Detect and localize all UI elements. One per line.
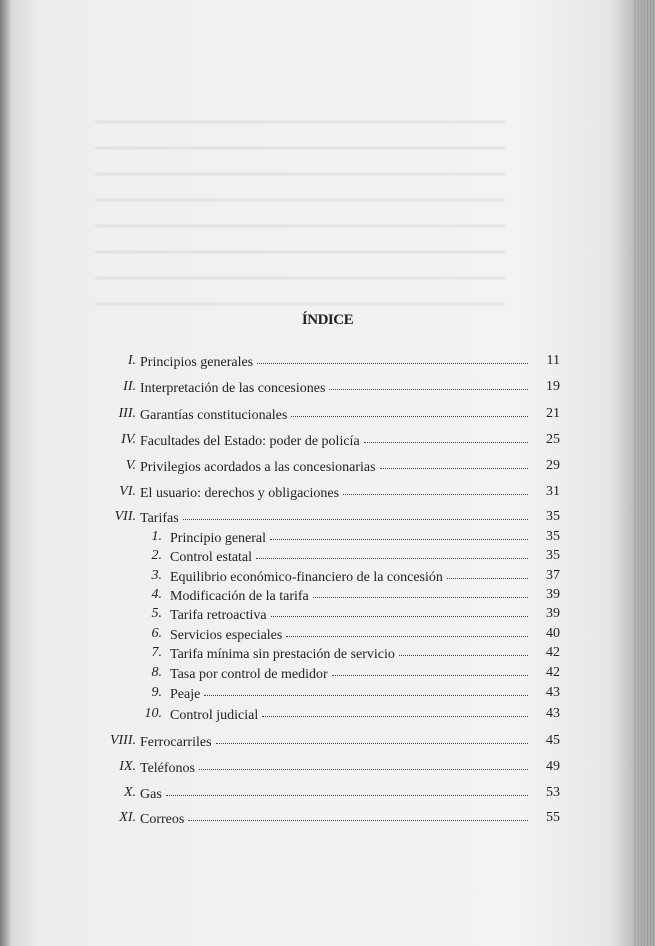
chapter-title: Correos (140, 812, 185, 827)
page-number: 31 (546, 484, 560, 499)
chapter-title: Garantías constitucionales (140, 408, 288, 423)
page-number: 11 (546, 353, 560, 368)
page-number: 21 (546, 406, 560, 421)
chapter-title: Interpretación de las concesiones (140, 381, 326, 396)
chapter-numeral: V. (125, 458, 136, 473)
chapter-numeral: II. (123, 379, 136, 394)
section-title: Tarifa retroactiva (170, 608, 267, 623)
page-number: 35 (546, 509, 560, 524)
toc-page-number-row (0, 783, 655, 803)
page-number: 39 (546, 587, 560, 602)
toc-page-number-row (0, 624, 655, 644)
chapter-title: Teléfonos (140, 761, 196, 776)
section-number: 6. (151, 626, 162, 641)
chapter-title: Ferrocarriles (140, 735, 212, 750)
toc-page-number-row (0, 404, 655, 424)
page-number: 35 (546, 529, 560, 544)
chapter-numeral: I. (127, 353, 136, 368)
page-number: 42 (546, 645, 560, 660)
toc-page-number-row (0, 482, 655, 502)
section-title: Control judicial (170, 708, 259, 723)
toc-page-number-row (0, 377, 655, 397)
section-number: 7. (151, 645, 162, 660)
toc-page-number-row (0, 546, 655, 566)
chapter-title: Gas (140, 787, 162, 802)
section-title: Tarifa mínima sin prestación de servicio (170, 647, 395, 662)
toc-page-number-row (0, 808, 655, 828)
page-number: 43 (546, 685, 560, 700)
page-number: 37 (546, 568, 560, 583)
toc-page-number-row (0, 430, 655, 450)
section-number: 8. (151, 665, 162, 680)
toc-page-number-row (0, 351, 655, 371)
page-number: 45 (546, 733, 560, 748)
chapter-title: El usuario: derechos y obligaciones (140, 486, 340, 501)
toc-page-number-row (0, 663, 655, 683)
section-number: 4. (151, 587, 162, 602)
page-number: 19 (546, 379, 560, 394)
toc-page-number-row (0, 731, 655, 751)
section-number: 3. (151, 568, 162, 583)
chapter-numeral: VI. (119, 484, 136, 499)
chapter-numeral: X. (123, 785, 136, 800)
section-title: Tasa por control de medidor (170, 667, 328, 682)
chapter-numeral: IX. (119, 759, 136, 774)
page-number: 49 (546, 759, 560, 774)
toc-page-number-row (0, 604, 655, 624)
page-number: 39 (546, 606, 560, 621)
chapter-numeral: IV. (121, 432, 136, 447)
page-number: 35 (546, 548, 560, 563)
page-number: 55 (546, 810, 560, 825)
toc-page-number-row (0, 683, 655, 703)
chapter-numeral: III. (118, 406, 136, 421)
section-number: 2. (151, 548, 162, 563)
section-title: Principio general (170, 531, 267, 546)
bleed-through-text (95, 100, 505, 320)
chapter-numeral: XI. (119, 810, 136, 825)
section-number: 10. (144, 706, 162, 721)
toc-page-number-row (0, 757, 655, 777)
chapter-title: Privilegios acordados a las concesionarias (140, 460, 376, 475)
section-title: Modificación de la tarifa (170, 589, 309, 604)
section-title: Equilibrio económico-financiero de la concesión (170, 570, 443, 585)
toc-page-number-row (0, 704, 655, 724)
section-title: Servicios especiales (170, 628, 283, 643)
page-number: 53 (546, 785, 560, 800)
section-number: 5. (151, 606, 162, 621)
chapter-title: Principios generales (140, 355, 254, 370)
toc-page-number-row (0, 643, 655, 663)
toc-page-number-row (0, 456, 655, 476)
chapter-numeral: VII. (114, 509, 136, 524)
section-title: Peaje (170, 687, 201, 702)
page-number: 42 (546, 665, 560, 680)
toc-page-number-row (0, 507, 655, 527)
section-number: 1. (151, 529, 162, 544)
page-number: 29 (546, 458, 560, 473)
index-title: ÍNDICE (301, 312, 354, 328)
chapter-title: Facultades del Estado: poder de policía (140, 434, 360, 449)
page-number: 43 (546, 706, 560, 721)
chapter-title: Tarifas (140, 511, 179, 526)
page-number: 40 (546, 626, 560, 641)
chapter-numeral: VIII. (109, 733, 136, 748)
section-title: Control estatal (170, 550, 253, 565)
page-number: 25 (546, 432, 560, 447)
section-number: 9. (151, 685, 162, 700)
